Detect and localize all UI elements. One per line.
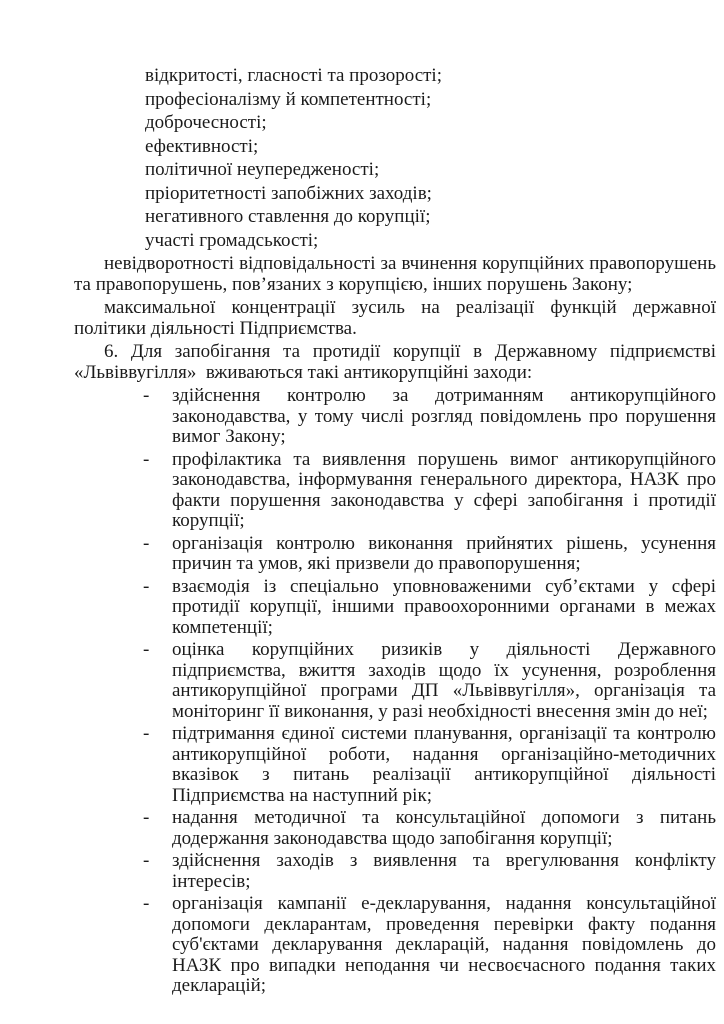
measure-text: організація кампанії е-декларування, надання консультаційної допомоги декларантам, проведення перевірки факту подання суб'єктами декларування декларацій, надання повідомлень до НАЗК про випадки неподання чи несвоєчасного подання таких декларацій; [172, 893, 716, 996]
dash-marker: - [143, 575, 150, 597]
measure-text: підтримання єдиної системи планування, організації та контролю антикорупційної роботи, надання організаційно-методичних вказівок з питань реалізації антикорупційної діяльності Підприємства на наступний рік; [172, 723, 716, 806]
measure-text: здійснення заходів з виявлення та врегулювання конфлікту інтересів; [172, 850, 716, 892]
measure-text: оцінка корупційних ризиків у діяльності Державного підприємства, вжиття заходів щодо їх усунення, розроблення антикорупційної програми ДП «Львіввугілля», організація та моніторинг її виконання, у разі необхідності внесення змін до неї; [172, 639, 716, 722]
measure-item [143, 385, 716, 448]
principle-item: професіоналізму й компетентності; [145, 88, 432, 110]
dash-marker: - [143, 723, 150, 744]
measure-text: надання методичної та консультаційної допомоги з питань додержання законодавства щодо запобігання корупції; [172, 807, 716, 849]
measure-item [143, 807, 716, 849]
measure-item [143, 639, 716, 722]
principle-item: негативного ставлення до корупції; [145, 206, 431, 227]
measure-item [143, 575, 716, 639]
measure-item [143, 448, 716, 532]
measure-item [143, 723, 716, 806]
measure-text: організація контролю виконання прийнятих рішень, усунення причин та умов, які призвели до правопорушення; [172, 532, 716, 574]
principle-item: ефективності; [145, 135, 259, 157]
dash-marker: - [143, 639, 150, 660]
dash-marker: - [143, 850, 150, 871]
principle-item: участі громадськості; [145, 229, 319, 251]
measure-text: здійснення контролю за дотриманням антикорупційного законодавства, у тому числі розгляд повідомлень про порушення вимог Закону; [172, 385, 716, 447]
measure-item [143, 850, 716, 892]
dash-marker: - [143, 448, 150, 470]
paragraph-max-concentration: максимальної концентрації зусиль на реалізації функцій державної політики діяльності Підприємства. [74, 297, 716, 339]
dash-marker: - [143, 807, 150, 828]
dash-marker: - [143, 532, 150, 554]
dash-marker: - [143, 893, 150, 914]
measure-text: взаємодія із спеціально уповноваженими суб’єктами у сфері протидії корупції, іншими правоохоронними органами в межах компетенції; [172, 575, 716, 638]
paragraph-inevitability: невідворотності відповідальності за вчинення корупційних правопорушень та правопорушень, пов’язаних з корупцією, інших порушень Закону; [74, 253, 716, 295]
principle-item: доброчесності; [145, 112, 267, 133]
dash-marker: - [143, 385, 150, 406]
principle-item: відкритості, гласності та прозорості; [145, 65, 442, 86]
principle-item: політичної неупередженості; [145, 159, 380, 180]
principle-item: пріоритетності запобіжних заходів; [145, 182, 432, 204]
clause-6-intro: 6. Для запобігання та протидії корупції в Державному підприємстві «Львіввугілля» вживаються такі антикорупційні заходи: [74, 341, 716, 383]
measure-item [143, 893, 716, 997]
measure-item [143, 532, 716, 575]
measure-text: профілактика та виявлення порушень вимог антикорупційного законодавства, інформування генерального директора, НАЗК про факти порушення законодавства у сфері запобігання і протидії корупції; [172, 448, 716, 531]
